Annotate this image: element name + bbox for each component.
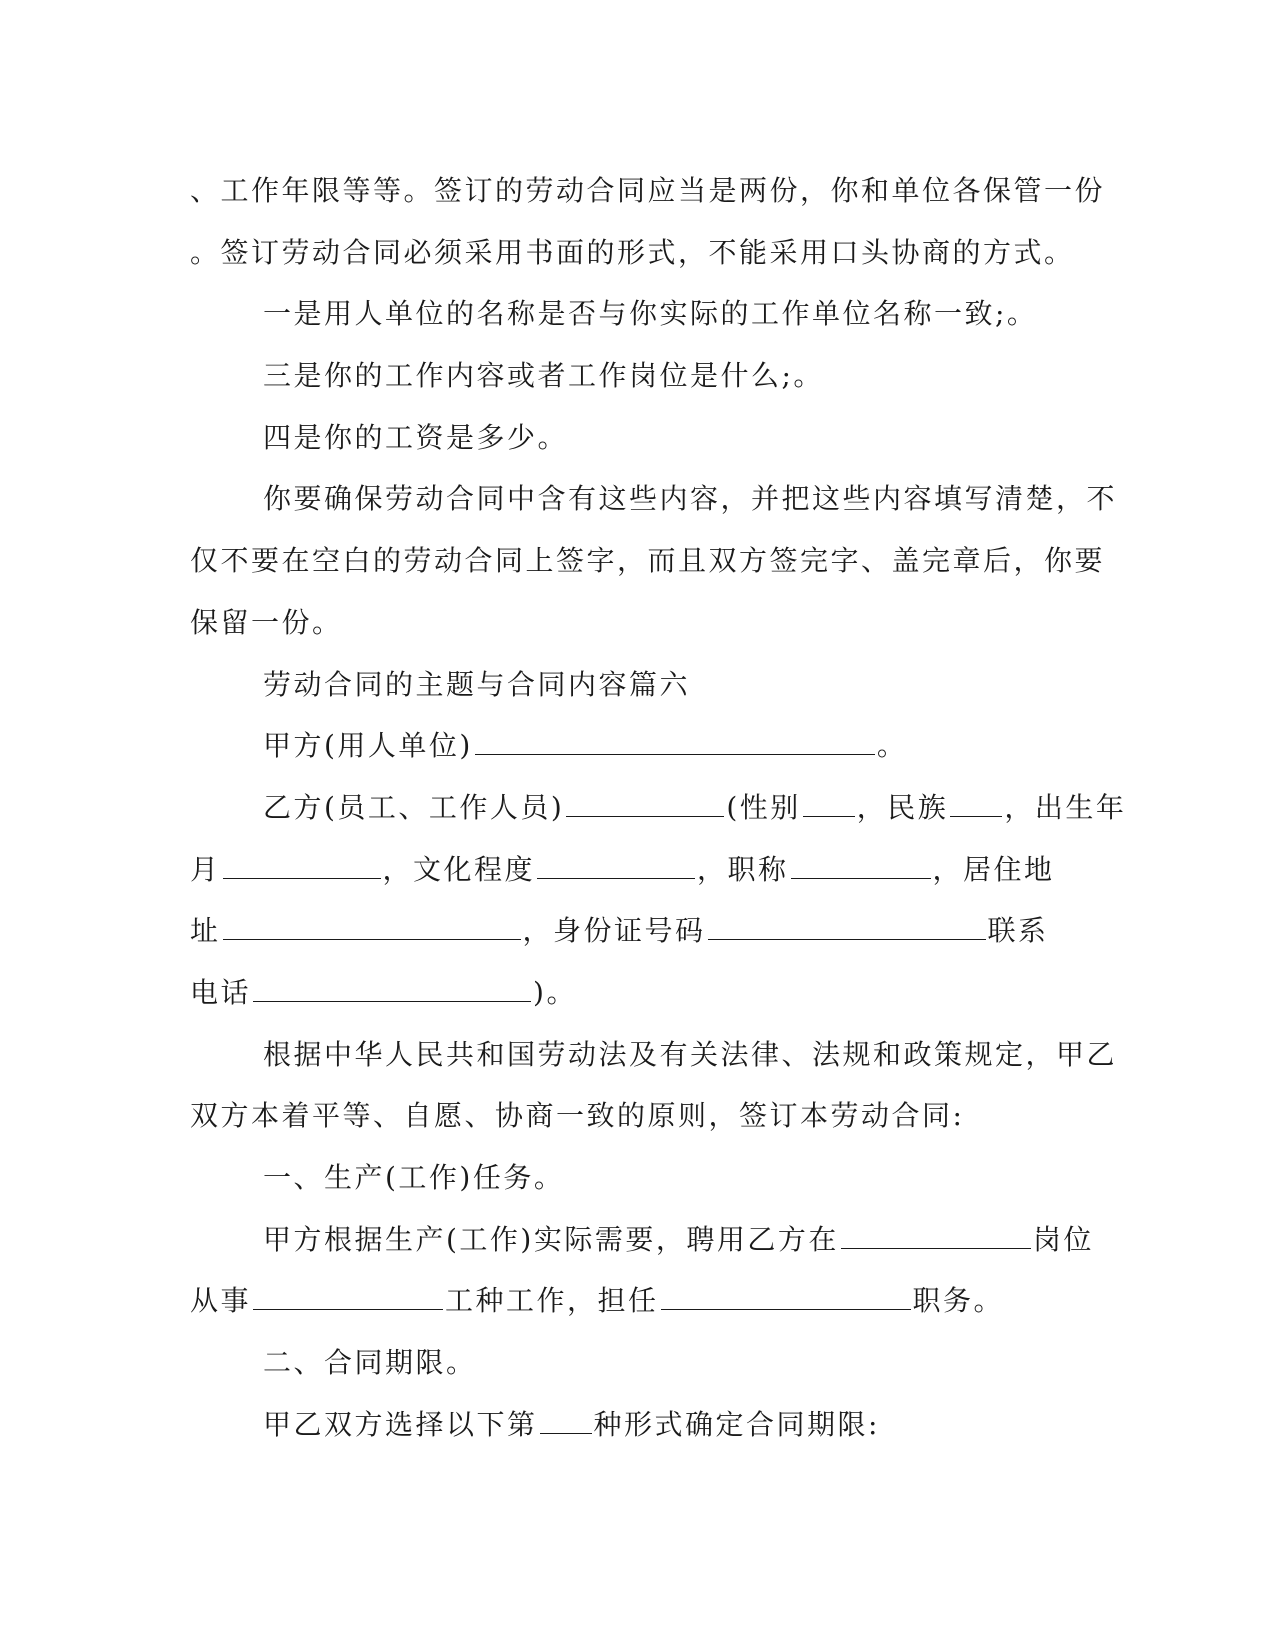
address-blank[interactable] [223,917,521,940]
line-text: ，出生年 [1004,790,1127,824]
line-text: 种形式确定合同期限: [593,1407,880,1441]
text-line [190,592,1090,654]
text-line [190,283,1090,345]
line-text: ，身份证号码 [522,914,706,948]
text-line [190,530,1106,592]
text-line [190,407,1090,469]
gender-blank[interactable] [803,794,855,817]
birth-date-blank[interactable] [223,856,381,879]
line-text: 一、生产(工作)任务。 [263,1161,565,1194]
line-text: 。 [876,729,908,763]
line-text: 职务。 [912,1284,1005,1318]
job-type-blank[interactable] [253,1287,443,1310]
line-text: 址 [190,914,221,948]
line-text: ，职称 [697,852,789,886]
party-a-line [190,715,1090,777]
line-text: 甲方(用人单位) [263,729,473,763]
document-body [190,160,1127,1455]
title-blank[interactable] [791,856,931,879]
employee-name-blank[interactable] [566,794,724,817]
text-line [190,1024,1118,1086]
text-line [190,222,1090,284]
line-text: 电话 [190,975,252,1009]
line-text: 二、合同期限。 [263,1346,477,1380]
line-text: 。签订劳动合同必须采用书面的形式，不能采用口头协商的方式。 [190,235,1075,269]
text-line [190,1085,1090,1147]
text-line [190,962,1090,1024]
position-blank[interactable] [841,1226,1031,1249]
employer-name-blank[interactable] [475,732,875,755]
line-text: 劳动合同的主题与合同内容篇六 [263,667,691,701]
line-text: 仅不要在空白的劳动合同上签字，而且双方签完字、盖完章后，你要 [190,544,1106,578]
text-line [190,160,1106,222]
line-text: 你要确保劳动合同中含有这些内容，并把这些内容填写清楚，不 [263,482,1118,516]
text-line [190,1209,1094,1271]
line-text: 从事 [190,1284,252,1318]
line-text: 、工作年限等等。签订的劳动合同应当是两份，你和单位各保管一份 [190,174,1106,207]
line-text: 岗位 [1032,1222,1094,1256]
line-text: (性别 [726,790,801,824]
line-text: 四是你的工资是多少。 [263,420,569,454]
line-text: 乙方(员工、工作人员) [263,790,565,824]
line-text: 三是你的工作内容或者工作岗位是什么;。 [263,359,824,393]
id-number-blank[interactable] [708,917,986,940]
phone-blank[interactable] [253,979,531,1002]
text-line [190,900,1090,962]
line-text: 双方本着平等、自愿、协商一致的原则，签订本劳动合同: [190,1099,965,1133]
line-text: 甲乙双方选择以下第 [263,1407,538,1441]
text-line [190,1394,1090,1456]
text-line [190,468,1118,530]
line-text: 月 [190,852,221,886]
text-line [190,839,1090,901]
text-line [190,345,1090,407]
section-heading [190,654,1090,716]
line-text: ，居住地 [932,852,1055,886]
text-line [190,1270,1090,1332]
ethnicity-blank[interactable] [950,794,1002,817]
duty-blank[interactable] [661,1287,911,1310]
line-text: 根据中华人民共和国劳动法及有关法律、法规和政策规定，甲乙 [263,1037,1118,1071]
line-text: 联系 [987,914,1049,948]
line-text: ，文化程度 [382,852,536,886]
line-text: ，民族 [856,790,949,824]
party-b-line [190,777,1127,839]
line-text: 一是用人单位的名称是否与你实际的工作单位名称一致;。 [263,297,1038,331]
line-text: )。 [533,975,577,1009]
clause-heading [190,1147,1090,1209]
line-text: 工种工作，担任 [445,1284,659,1318]
clause-heading [190,1332,1090,1394]
line-text: 保留一份。 [190,605,343,639]
line-text: 甲方根据生产(工作)实际需要，聘用乙方在 [263,1222,839,1256]
education-blank[interactable] [537,856,695,879]
term-option-blank[interactable] [540,1411,592,1434]
